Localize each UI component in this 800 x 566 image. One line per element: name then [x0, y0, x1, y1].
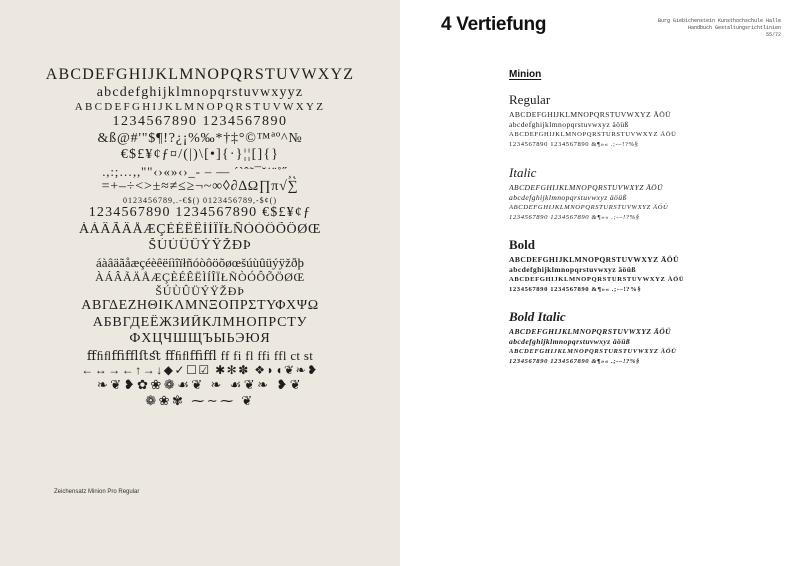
sample-lowercase: abcdefghijklmnopqrstuvwxyz äöüß: [509, 193, 627, 202]
sample-lowercase: abcdefghijklmnopqrstuvwxyz äöüß: [509, 120, 629, 129]
page-number: 55/72: [765, 31, 781, 38]
glyph-line: ÀÁÂÃÄÅÆÇÈÉÊËÌÍÎÏŁÑÒÓÔÕÖØŒ: [95, 270, 305, 285]
sample-lowercase: abcdefghijklmnopqrstuvwxyz äöüß: [509, 337, 631, 346]
style-name: Bold: [509, 237, 536, 252]
glyph-line: &ß@#'"$¶!?¿¡%‰*†‡°©™ªº^№: [97, 130, 303, 146]
glyph-line: ŠÚÙÛÜÝŸŽÐÞ: [148, 238, 252, 254]
sample-uppercase: ABCDEFGHIJKLMNOPQRSTUVWXYZ ÄÖÜ: [509, 255, 680, 264]
glyph-line: 1234567890 1234567890 €$£¥¢ƒ: [88, 205, 312, 221]
glyph-line: ABCDEFGHIJKLMNOPQRSTUVWXYZ: [74, 101, 326, 114]
sample-small-caps: ABCDEFGHIJKLMNOPQRSTURSTUVWXYZ ÄÖÜ: [509, 131, 677, 138]
glyph-line: =+–÷<>±≈≠≤≥¬~∞◊∂∆Ω∏π√∑: [101, 179, 299, 195]
style-bold-italic: [509, 309, 779, 367]
glyph-line: ←↔→←↑→↓◆✓☐☑ ✱✻✽ ❖◗◖❦❧❥: [81, 363, 319, 378]
glyph-line: ÀÁÂÃÄÅÆÇÈÉÊËÌÍÎÏŁÑÒÓÔÕÖØŒ: [78, 221, 322, 237]
glyph-set: [0, 66, 400, 408]
sample-uppercase: ABCDEFGHIJKLMNOPQRSTUVWXYZ ÄÖÜ: [509, 110, 671, 119]
glyph-line: áàâäãåæçéèêëíìîïłñóòôöõøœšúùûüýÿžðþ: [96, 254, 304, 270]
sample-lowercase: abcdefghijklmnopqrstuvwxyz äöüß: [509, 265, 636, 274]
glyph-line: ŠÚÙÛÜÝŸŽÐÞ: [155, 284, 245, 299]
style-name: Bold Italic: [509, 309, 566, 324]
sample-figures: 1234567890 1234567890 &¶»« .;-–!?%§: [509, 214, 640, 221]
glyph-set-caption: Zeichensatz Minion Pro Regular: [54, 489, 140, 495]
glyph-line: АБВГДЕЁЖЗИЙКЛМНОПРСТУ: [92, 314, 308, 330]
glyph-line: ФХЦЧШЩЪЫЬЭЮЯ: [129, 331, 271, 347]
sample-small-caps: ABCDEFGHIJKLMNOPQRSTURSTUVWXYZ ÄÖÜ: [509, 204, 669, 211]
sample-figures: 1234567890 1234567890 &¶»« .;-–!?%§: [509, 141, 639, 148]
section-heading: Minion: [509, 69, 542, 80]
style-name: Regular: [509, 92, 551, 107]
sample-figures: 1234567890 1234567890 &¶»« .;-–!?%§: [509, 286, 642, 293]
sample-uppercase: ABCDEFGHIJKLMNOPQRSTUVWXYZ ÄÖÜ: [509, 327, 671, 336]
glyph-line: €$£¥¢ƒ¤/(|)\[•]{·}¦¦[]{}: [120, 147, 280, 163]
style-regular: [509, 92, 779, 150]
glyph-line: 0123456789,.-€$() 0123456789,-$¢(): [123, 195, 277, 205]
glyph-line: ﬀﬁﬂﬃﬄﬅﬆ ﬀﬁﬂﬃﬄ ff fi fl ffi ffl ct st: [86, 347, 314, 363]
style-bold: [509, 237, 779, 295]
glyph-line: 1234567890 1234567890: [112, 114, 288, 130]
document-title: Handbuch Gestaltungsrichtlinien: [687, 24, 781, 31]
chapter-title: 4 Vertiefung: [441, 14, 547, 35]
sample-small-caps: ABCDEFGHIJKLMNOPQRSTURSTUVWXYZ ÄÖÜ: [509, 276, 685, 283]
sample-small-caps: ABCDEFGHIJKLMNOPQRSTURSTUVWXYZ ÄÖÜ: [509, 348, 677, 355]
style-italic: [509, 165, 779, 223]
sample-figures: 1234567890 1234567890 &¶»« .;-–!?%§: [509, 358, 640, 365]
glyph-line: ❧❦❥✿❀❁☙❦ ❧ ☙❦❧ ❥❦: [96, 377, 304, 393]
glyph-line: abcdefghijklmnopqrstuvwxyyz: [96, 84, 304, 100]
glyph-line: ❁❀✾ ⁓∼⁓ ❦: [145, 392, 255, 408]
glyph-line: ΑΒΓΔΕΖΗΘΙΚΛΜΝΞΟΠΡΣΤΥΦΧΨΩ: [81, 298, 319, 314]
glyph-line: .,:;…,,""‹›«»‹›_- – — ´`ˆ˜¯˘˙¨˚˝¸˛: [102, 163, 298, 179]
institution-name: Burg Giebichenstein Kunsthochschule Halle: [657, 18, 781, 24]
style-name: Italic: [509, 165, 537, 180]
sample-uppercase: ABCDEFGHIJKLMNOPQRSTUVWXYZ ÄÖÜ: [509, 183, 663, 192]
glyph-line: ABCDEFGHIJKLMNOPQRSTUVWXYZ: [45, 66, 355, 83]
header-meta: [658, 18, 781, 38]
